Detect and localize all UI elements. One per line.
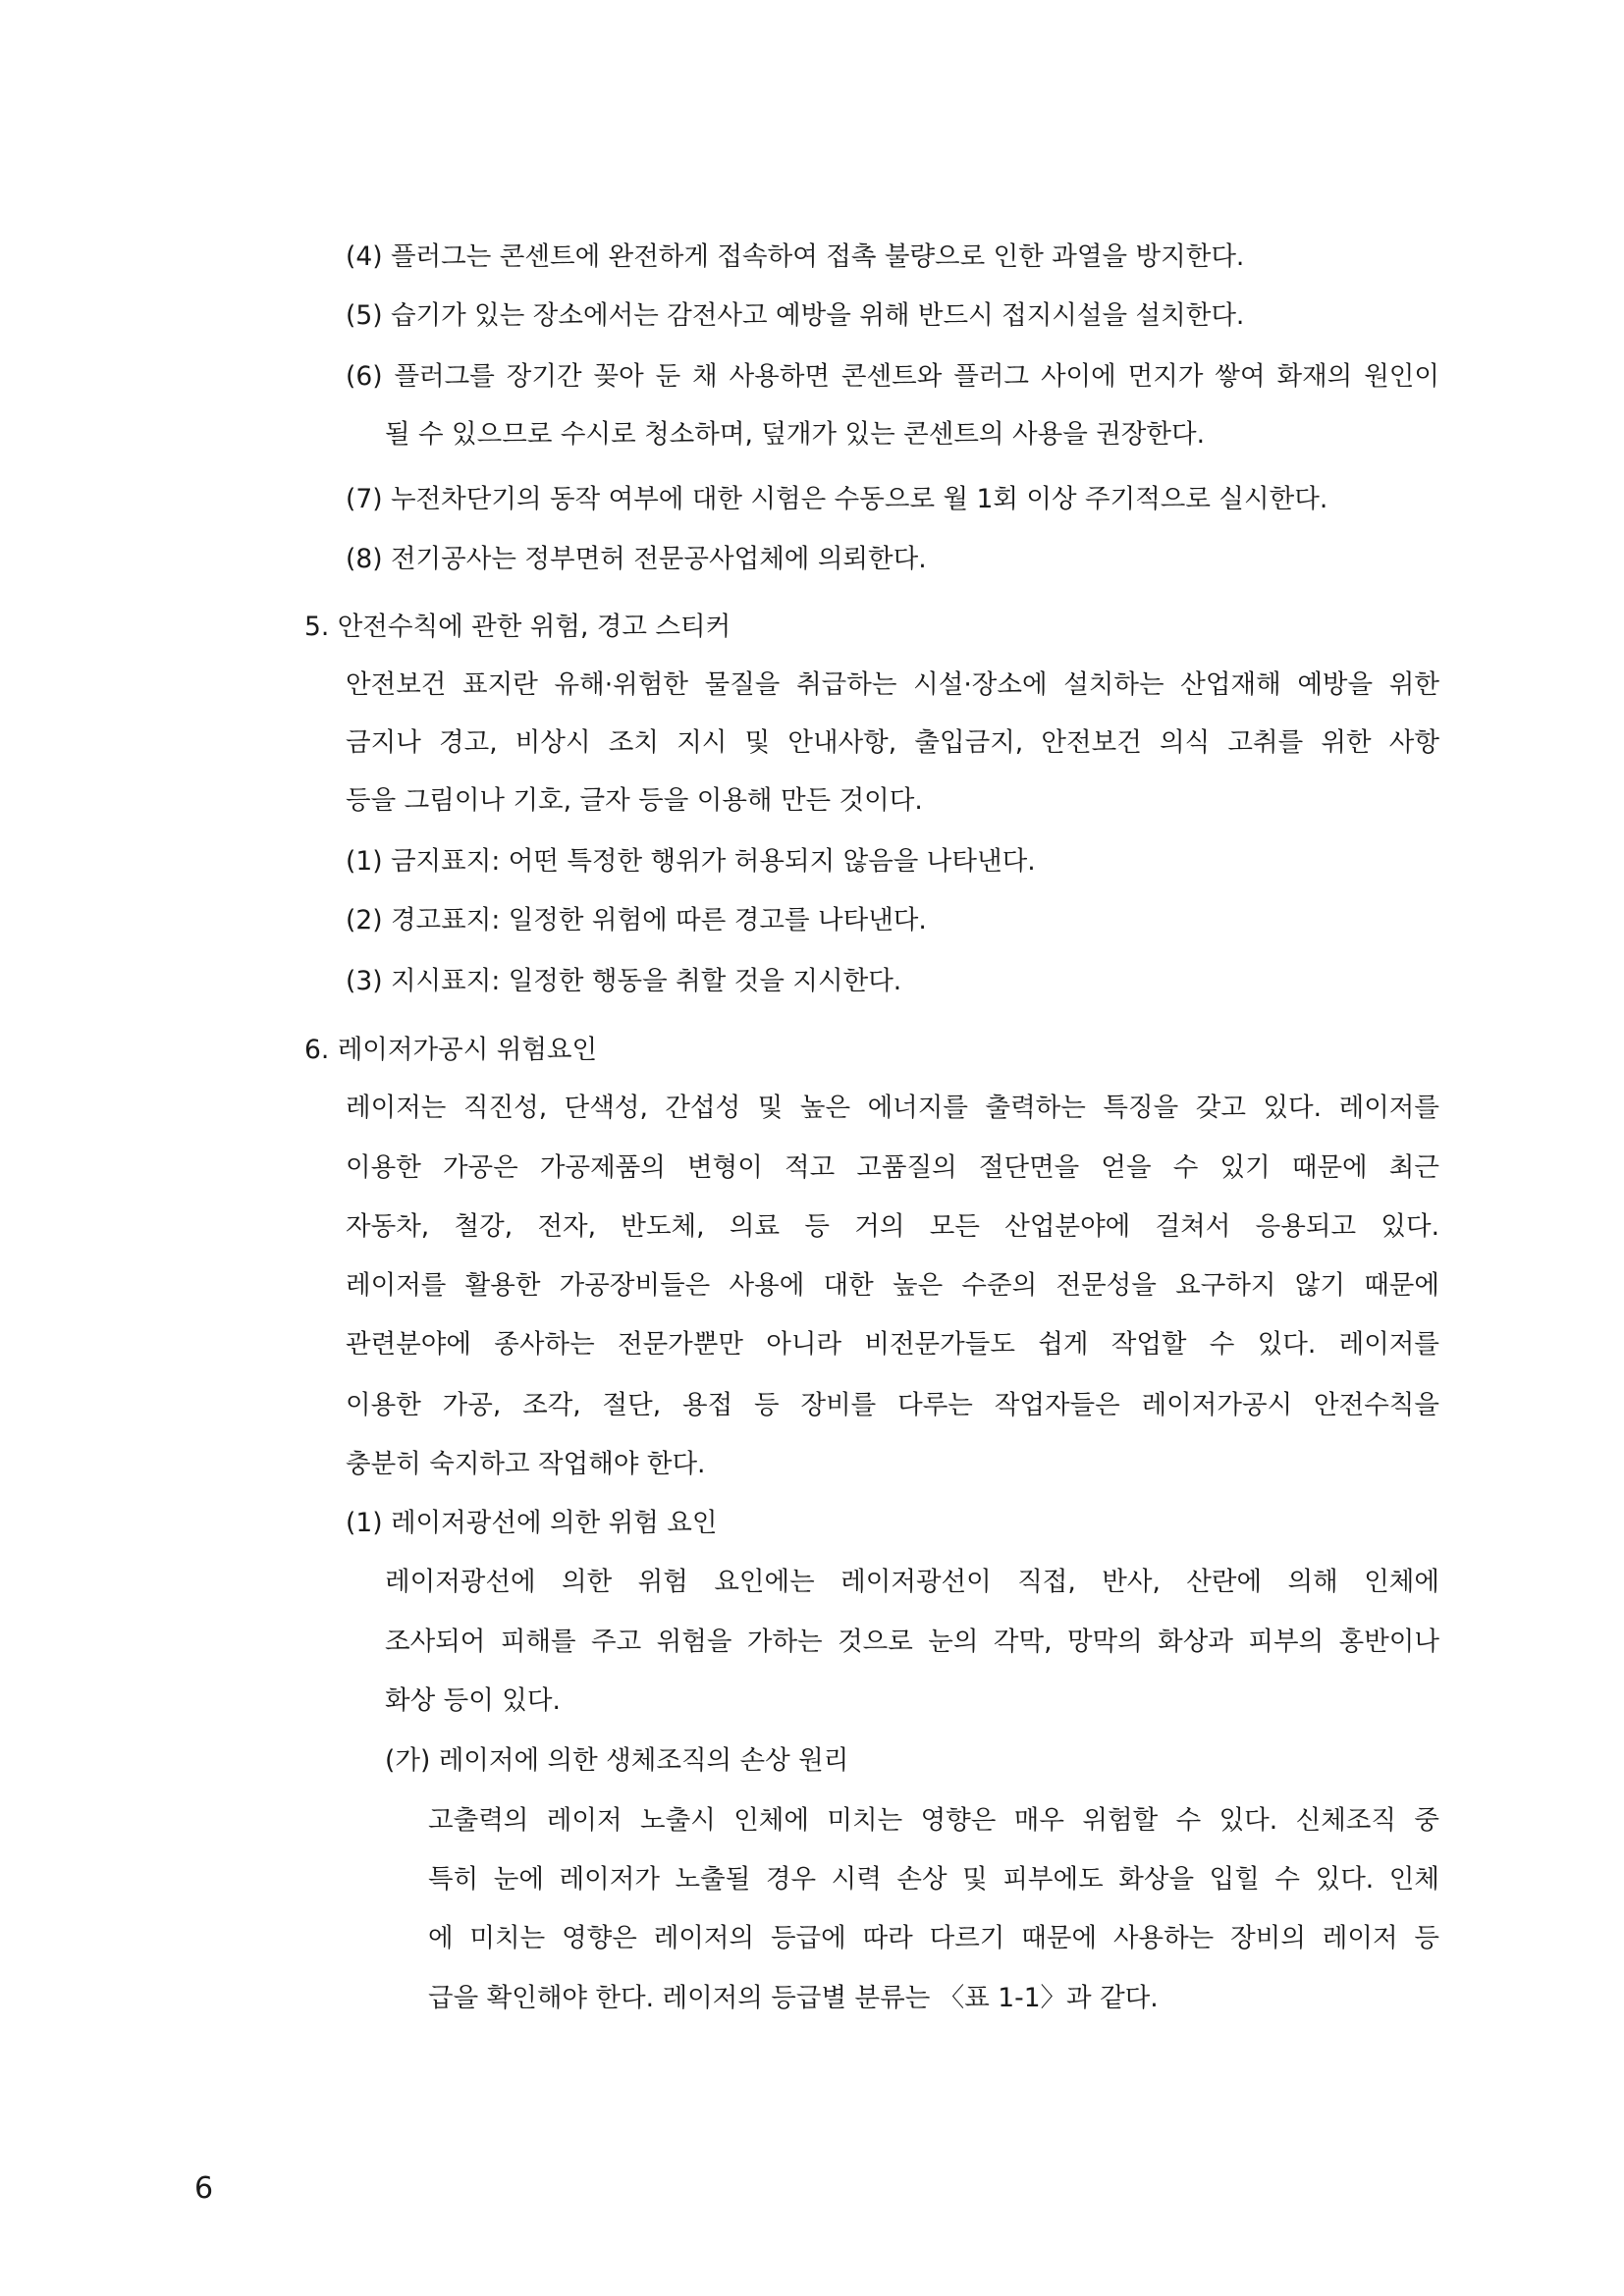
section-6-paragraph-line: 이용한 가공, 조각, 절단, 용접 등 장비를 다루는 작업자들은 레이저가공시 안전수칙을 [346,1390,1439,1420]
section-6-heading: 6. 레이저가공시 위험요인 [304,1035,598,1065]
section-6-paragraph-line: 관련분야에 종사하는 전문가뿐만 아니라 비전문가들도 쉽게 작업할 수 있다. 레이저를 [346,1329,1439,1360]
section-6-sub-a-paragraph-line: 급을 확인해야 한다. 레이저의 등급별 분류는 〈표 1-1〉과 같다. [428,1983,1159,2013]
section-6-sub-a-paragraph-line: 고출력의 레이저 노출시 인체에 미치는 영향은 매우 위험할 수 있다. 신체조직 중 [428,1805,1439,1836]
list-item-5: (5) 습기가 있는 장소에서는 감전사고 예방을 위해 반드시 접지시설을 설치한다. [346,300,1245,331]
section-5-paragraph-line: 금지나 경고, 비상시 조치 지시 및 안내사항, 출입금지, 안전보건 의식 고취를 위한 사항 [346,727,1439,758]
list-item-8: (8) 전기공사는 정부면허 전문공사업체에 의뢰한다. [346,544,927,574]
section-5-item-3: (3) 지시표지: 일정한 행동을 취할 것을 지시한다. [346,966,902,996]
section-6-paragraph-line: 자동차, 철강, 전자, 반도체, 의료 등 거의 모든 산업분야에 걸쳐서 응용되고 있다. [346,1211,1439,1242]
section-6-sub-1-paragraph-line: 화상 등이 있다. [385,1685,561,1716]
section-5-item-2: (2) 경고표지: 일정한 위험에 따른 경고를 나타낸다. [346,905,927,935]
page-number: 6 [194,2171,214,2206]
section-6-sub-a-paragraph-line: 특히 눈에 레이저가 노출될 경우 시력 손상 및 피부에도 화상을 입힐 수 있다. 인체 [428,1864,1439,1895]
section-6-sub-a-heading: (가) 레이저에 의한 생체조직의 손상 원리 [385,1745,849,1776]
section-6-sub-1-paragraph-line: 레이저광선에 의한 위험 요인에는 레이저광선이 직접, 반사, 산란에 의해 인체에 [385,1567,1439,1597]
section-6-sub-1-heading: (1) 레이저광선에 의한 위험 요인 [346,1508,718,1538]
section-6-sub-a-paragraph-line: 에 미치는 영향은 레이저의 등급에 따라 다르기 때문에 사용하는 장비의 레이저 등 [428,1923,1439,1953]
section-6-paragraph-line: 레이저는 직진성, 단색성, 간섭성 및 높은 에너지를 출력하는 특징을 갖고 있다. 레이저를 [346,1093,1439,1123]
list-item-7: (7) 누전차단기의 동작 여부에 대한 시험은 수동으로 월 1회 이상 주기적으로 실시한다. [346,484,1328,514]
section-6-sub-1-paragraph-line: 조사되어 피해를 주고 위험을 가하는 것으로 눈의 각막, 망막의 화상과 피부의 홍반이나 [385,1627,1439,1657]
list-item-6: (6) 플러그를 장기간 꽂아 둔 채 사용하면 콘센트와 플러그 사이에 먼지가 쌓여 화재의 원인이 [346,361,1439,392]
section-6-paragraph-line: 충분히 숙지하고 작업해야 한다. [346,1449,706,1479]
list-item-6-continuation: 될 수 있으므로 수시로 청소하며, 덮개가 있는 콘센트의 사용을 권장한다. [385,419,1206,450]
section-5-paragraph-line: 안전보건 표지란 유해·위험한 물질을 취급하는 시설·장소에 설치하는 산업재해 예방을 위한 [346,669,1439,700]
section-5-paragraph-line: 등을 그림이나 기호, 글자 등을 이용해 만든 것이다. [346,785,923,816]
section-6-paragraph-line: 이용한 가공은 가공제품의 변형이 적고 고품질의 절단면을 얻을 수 있기 때문에 최근 [346,1152,1439,1183]
list-item-4: (4) 플러그는 콘센트에 완전하게 접속하여 접촉 불량으로 인한 과열을 방지한다. [346,241,1245,272]
section-6-paragraph-line: 레이저를 활용한 가공장비들은 사용에 대한 높은 수준의 전문성을 요구하지 않기 때문에 [346,1270,1439,1301]
section-5-item-1: (1) 금지표지: 어떤 특정한 행위가 허용되지 않음을 나타낸다. [346,846,1036,877]
section-5-heading: 5. 안전수칙에 관한 위험, 경고 스티커 [304,612,731,642]
